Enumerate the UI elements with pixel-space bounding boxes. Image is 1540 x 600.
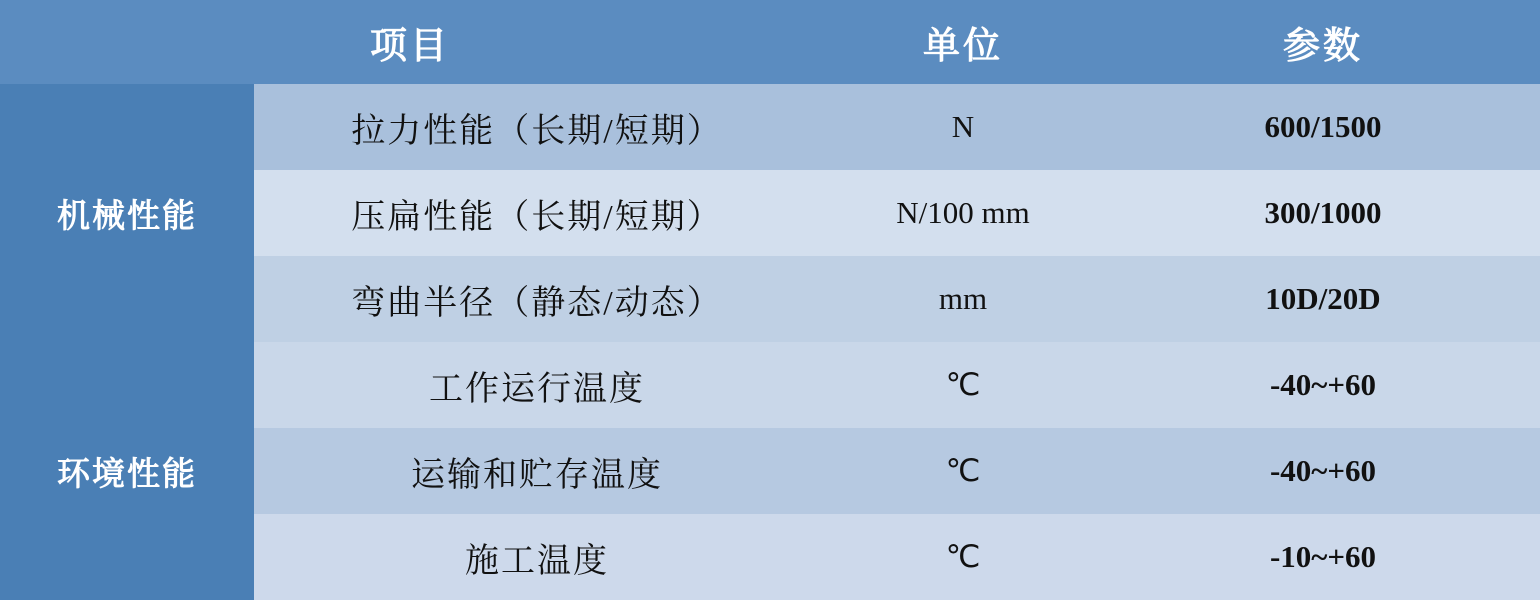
item-name: 压扁性能（长期/短期）	[254, 170, 820, 256]
item-unit: ℃	[820, 514, 1106, 600]
table-header-row	[0, 0, 1540, 84]
item-param: -40~+60	[1106, 428, 1540, 514]
item-param: 10D/20D	[1106, 256, 1540, 342]
header-item: 项目	[0, 0, 820, 84]
header-unit: 单位	[820, 0, 1106, 84]
item-param: 300/1000	[1106, 170, 1540, 256]
group-label-environment: 环境性能	[0, 342, 254, 600]
item-unit: ℃	[820, 342, 1106, 428]
group-label-mechanical: 机械性能	[0, 84, 254, 342]
item-name: 拉力性能（长期/短期）	[254, 84, 820, 170]
item-unit: mm	[820, 256, 1106, 342]
item-name: 运输和贮存温度	[254, 428, 820, 514]
item-name: 弯曲半径（静态/动态）	[254, 256, 820, 342]
item-unit: N/100 mm	[820, 170, 1106, 256]
item-name: 工作运行温度	[254, 342, 820, 428]
table-row	[0, 342, 1540, 428]
item-param: -10~+60	[1106, 514, 1540, 600]
item-name: 施工温度	[254, 514, 820, 600]
item-param: 600/1500	[1106, 84, 1540, 170]
header-param: 参数	[1106, 0, 1540, 84]
item-unit: N	[820, 84, 1106, 170]
item-unit: ℃	[820, 428, 1106, 514]
table-row	[0, 84, 1540, 170]
item-param: -40~+60	[1106, 342, 1540, 428]
